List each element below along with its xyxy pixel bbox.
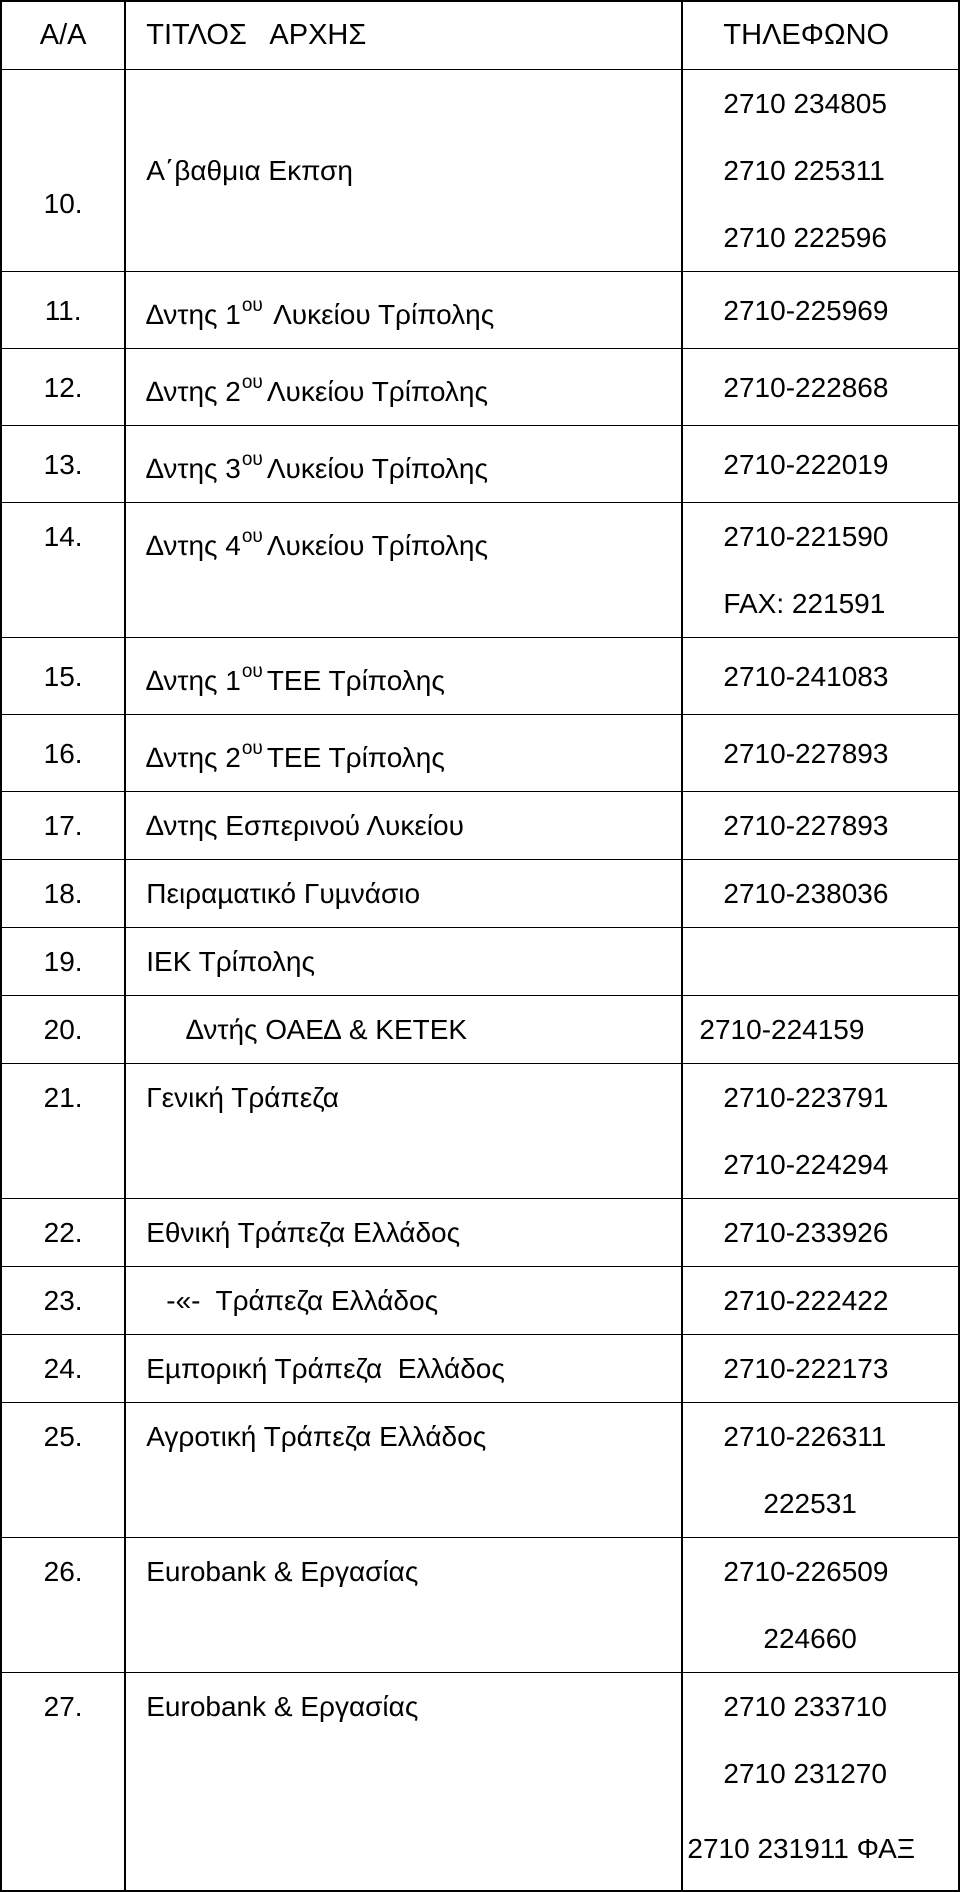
row-phones xyxy=(682,928,959,996)
table-row xyxy=(1,1538,959,1673)
phone-number: 2710-227893 xyxy=(723,810,889,841)
table-row xyxy=(1,1267,959,1335)
header-number: Α/Α xyxy=(1,1,125,70)
superscript: ου xyxy=(241,295,263,316)
phone-number: 2710-223791 xyxy=(723,1082,889,1113)
row-title: Γενική Τράπεζα xyxy=(125,1064,682,1199)
row-phones xyxy=(682,1267,959,1335)
table-row xyxy=(1,426,959,503)
phone-number: 2710 222596 xyxy=(723,222,887,253)
table-row xyxy=(1,638,959,715)
phone-number: 2710-222868 xyxy=(723,371,889,403)
superscript: ου xyxy=(241,449,263,470)
row-title: -«- Τράπεζα Ελλάδος xyxy=(125,1267,682,1335)
phone-number: 2710-225969 xyxy=(723,294,889,326)
header-phone: ΤΗΛΕΦΩΝΟ xyxy=(682,1,959,70)
row-title: ∆ντης Εσπερινού Λυκείου xyxy=(125,792,682,860)
phone-number: 2710-222019 xyxy=(723,448,889,480)
table-row xyxy=(1,860,959,928)
phone-number: 2710-227893 xyxy=(723,737,889,769)
row-title: Eurobank & Εργασίας xyxy=(125,1538,682,1673)
phone-number: 224660 xyxy=(763,1623,857,1654)
row-title: Πειραµατικό Γυµνάσιο xyxy=(125,860,682,928)
row-number: 26. xyxy=(1,1538,125,1673)
row-phones xyxy=(682,1064,959,1199)
row-title: Εθνική Τράπεζα Ελλάδος xyxy=(125,1199,682,1267)
row-phones xyxy=(682,792,959,860)
row-phones xyxy=(682,860,959,928)
table-row xyxy=(1,792,959,860)
row-phones xyxy=(682,715,959,792)
row-phones xyxy=(682,349,959,426)
row-title: Eurobank & Εργασίας xyxy=(125,1673,682,1892)
row-phones xyxy=(682,1335,959,1403)
superscript: ου xyxy=(241,738,263,759)
row-number: 11. xyxy=(1,272,125,349)
table-row xyxy=(1,1199,959,1267)
row-number: 27. xyxy=(1,1673,125,1892)
row-title: ∆ντης $2^{o\upsilon}$ ΤΕΕ Τρίπολης xyxy=(125,715,682,792)
table-row xyxy=(1,1064,959,1199)
row-number: 14. xyxy=(1,503,125,638)
phone-number: 2710-226509 xyxy=(723,1556,889,1587)
row-title: ∆ντης $2^{o\upsilon}$ Λυκείου Τρίπολης xyxy=(125,349,682,426)
phone-number: 2710-224159 xyxy=(699,1014,865,1045)
row-number: 15. xyxy=(1,638,125,715)
row-number: 19. xyxy=(1,928,125,996)
row-title: Αγροτική Τράπεζα Ελλάδος xyxy=(125,1403,682,1538)
row-number: 23. xyxy=(1,1267,125,1335)
row-title: ∆ντης $4^{o\upsilon}$ Λυκείου Τρίπολης xyxy=(125,503,682,638)
table-row xyxy=(1,1673,959,1892)
row-number: 21. xyxy=(1,1064,125,1199)
row-number: 12. xyxy=(1,349,125,426)
phone-number: 2710-241083 xyxy=(723,660,889,692)
row-number: 13. xyxy=(1,426,125,503)
row-number: 20. xyxy=(1,996,125,1064)
header-title: ΤΙΤΛΟΣ ΑΡΧΗΣ xyxy=(125,1,682,70)
phone-number: 2710-226311 xyxy=(723,1421,887,1452)
row-phones xyxy=(682,272,959,349)
row-phones xyxy=(682,996,959,1064)
row-phones xyxy=(682,1403,959,1538)
superscript: ου xyxy=(241,661,263,682)
row-title: Εµπορική Τράπεζα Ελλάδος xyxy=(125,1335,682,1403)
table-row xyxy=(1,1335,959,1403)
table-row xyxy=(1,503,959,638)
row-number: 24. xyxy=(1,1335,125,1403)
table-row xyxy=(1,349,959,426)
row-phones xyxy=(682,426,959,503)
table-row xyxy=(1,715,959,792)
superscript: ου xyxy=(241,372,263,393)
fax-number: FAX: 221591 xyxy=(723,588,886,619)
table-row xyxy=(1,1403,959,1538)
row-number: 16. xyxy=(1,715,125,792)
row-phones xyxy=(682,1538,959,1673)
table-row xyxy=(1,70,959,272)
row-number: 22. xyxy=(1,1199,125,1267)
superscript: ου xyxy=(241,526,263,547)
row-phones xyxy=(682,503,959,638)
phone-number: 2710 234805 xyxy=(723,88,887,119)
phone-number xyxy=(683,928,958,995)
table-row xyxy=(1,928,959,996)
row-number: 18. xyxy=(1,860,125,928)
phone-number: 222531 xyxy=(763,1488,857,1519)
row-title: ∆ντης $1^{o\upsilon}$ Λυκείου Τρίπολης xyxy=(125,272,682,349)
row-title: ∆ντής ΟΑΕ∆ & ΚΕΤΕΚ xyxy=(125,996,682,1064)
row-phones xyxy=(682,638,959,715)
phone-number: 2710-233926 xyxy=(723,1217,889,1248)
row-title: ∆ντης $3^{o\upsilon}$ Λυκείου Τρίπολης xyxy=(125,426,682,503)
phone-number: 2710-238036 xyxy=(723,878,889,909)
table-header-row xyxy=(1,1,959,70)
row-title: ∆ντης $1^{o\upsilon}$ ΤΕΕ Τρίπολης xyxy=(125,638,682,715)
row-title: ΙΕΚ Τρίπολης xyxy=(125,928,682,996)
row-phones xyxy=(682,70,959,272)
row-title: Α΄βαθμια Εκπση xyxy=(125,70,682,272)
phone-number: 2710 225311 xyxy=(723,155,885,186)
table-row xyxy=(1,272,959,349)
row-phones xyxy=(682,1673,959,1892)
phone-number: 2710-224294 xyxy=(723,1149,889,1180)
phone-number: 2710-222173 xyxy=(723,1353,889,1384)
fax-number: 2710 231911 ΦΑΞ xyxy=(687,1833,916,1864)
phone-number: 2710 231270 xyxy=(723,1758,887,1789)
phone-number: 2710-222422 xyxy=(723,1285,889,1316)
phone-number: 2710 233710 xyxy=(723,1691,887,1722)
row-number: 10. xyxy=(1,70,125,272)
phone-number: 2710-221590 xyxy=(723,521,889,552)
row-phones xyxy=(682,1199,959,1267)
row-number: 17. xyxy=(1,792,125,860)
row-number: 25. xyxy=(1,1403,125,1538)
table-row xyxy=(1,996,959,1064)
